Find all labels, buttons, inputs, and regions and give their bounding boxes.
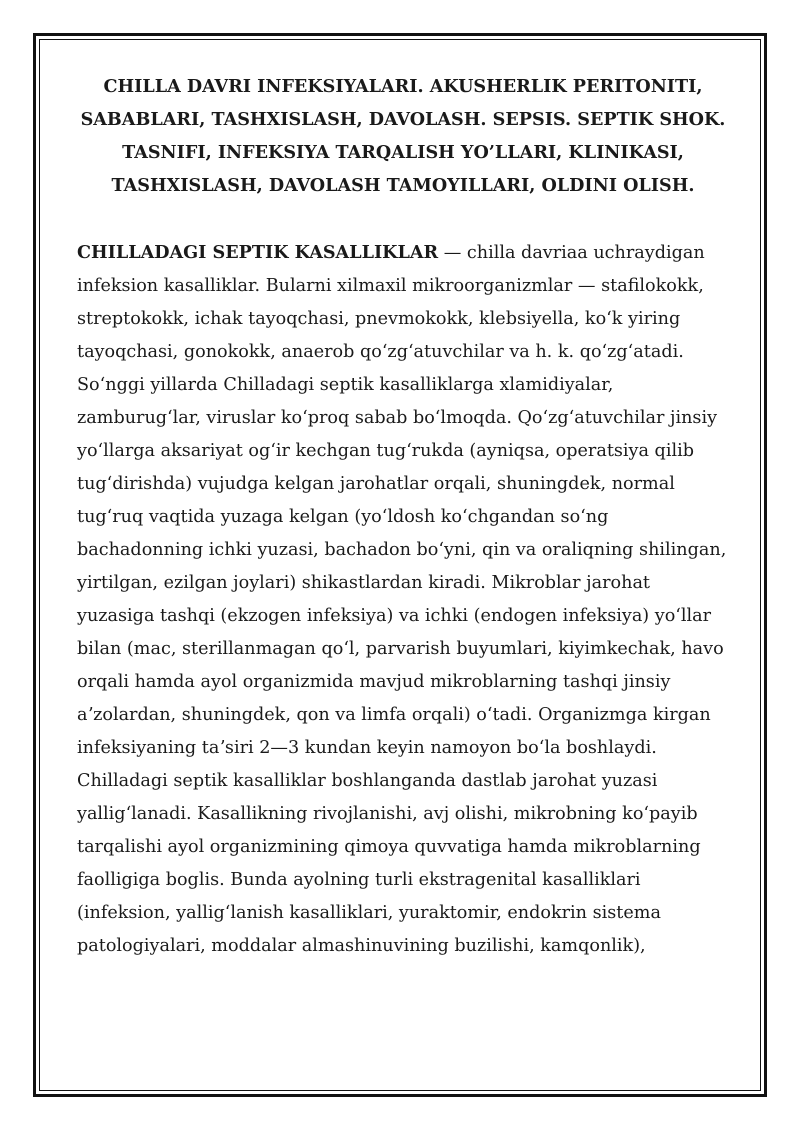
paragraph-text: — chilla davriaa uchraydigan infeksion kasalliklar. Bularni xilmaxil mikroorganizmlar — stafilokokk, streptokokk, ichak tayoqchasi, pnevmokokk, klebsiyella, koʻk yiring tayoqchasi, gonokokk, anaerob qoʻzgʻatuvchilar va h. k. qoʻzgʻatadi. Soʻnggi yillarda Chilladagi septik kasalliklarga xlamidiyalar, zamburugʻlar, viruslar koʻproq sabab boʻlmoqda. Qoʻzgʻatuvchilar jinsiy yoʻllarga aksariyat ogʻir kechgan tugʻrukda (ayniqsa, operatsiya qilib tugʻdirishda) vujudga kelgan jarohatlar orqali, shuningdek, normal tugʻruq vaqtida yuzaga kelgan (yoʻldosh koʻchgandan soʻng bachadonning ichki yuzasi, bachadon boʻyni, qin va oraliqning shilingan, yirtilgan, ezilgan joylari) shikastlardan kiradi. Mikroblar jarohat yuzasiga tashqi (ekzogen infeksiya) va ichki (endogen infeksiya) yoʻllar bilan (mac, sterillanmagan qoʻl, parvarish buyumlari, kiyimkechak, havo orqali hamda ayol organizmida mavjud mikroblarning tashqi jinsiy aʼzolardan, shuningdek, qon va limfa orqali) oʻtadi. Organizmga kirgan infeksiyaning taʼsiri 2—3 kundan keyin namoyon boʻla boshlaydi. Chilladagi septik kasalliklar boshlanganda dastlab jarohat yuzasi yalligʻlanadi. Kasallikning rivojlanishi, avj olishi, mikrobning koʻpayib tarqalishi ayol organizmining qimoya quvvatiga hamda mikroblarning faolligiga boglis. Bunda ayolning turli ekstragenital kasalliklari (infeksion, yalligʻlanish kasalliklari, yuraktomir, endokrin sistema patologiyalari, moddalar almashinuvining buzilishi, kamqonlik), [77,243,727,956]
document-title: CHILLA DAVRI INFEKSIYALARI. AKUSHERLIK PERITONITI, SABABLARI, TASHXISLASH, DAVOLASH. SEPSIS. SEPTIK SHOK. TASNIFI, INFEKSIYA TARQALISH YO’LLARI, KLINIKASI, TASHXISLASH, DAVOLASH TAMOYILLARI, OLDINI OLISH. [80,76,726,196]
document-content [77,70,729,963]
paragraph-lead: CHILLADAGI SEPTIK KASALLIKLAR [77,242,439,263]
body-paragraph [77,236,729,963]
